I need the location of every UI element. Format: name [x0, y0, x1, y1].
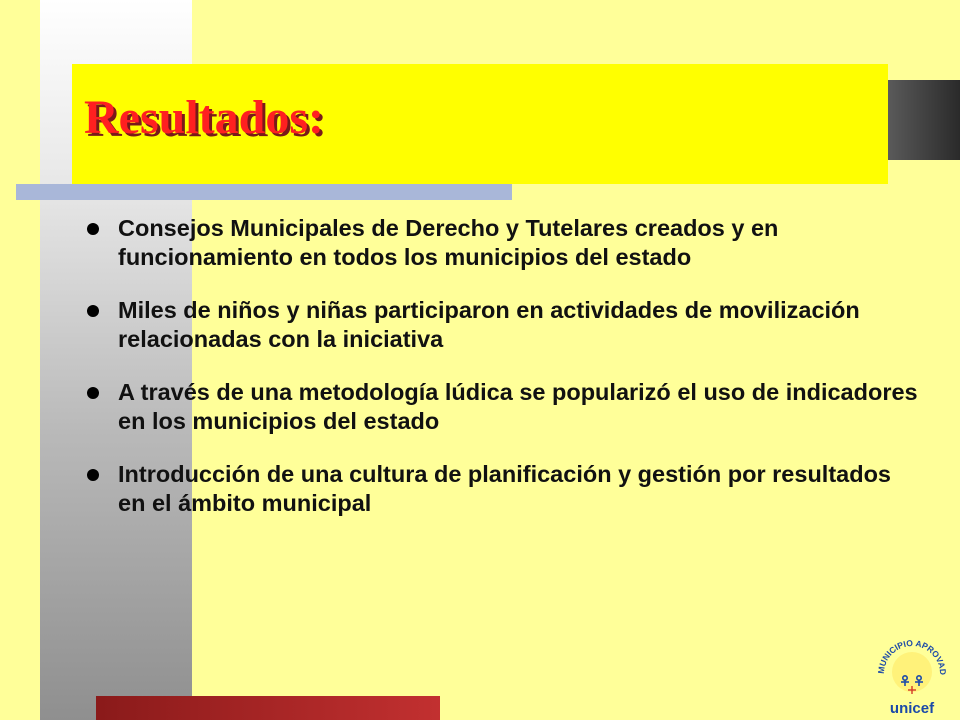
bullet-dot-icon — [87, 305, 99, 317]
bullet-text: Miles de niños y niñas participaron en actividades de movilización relacionadas con la iniciativa — [118, 297, 860, 352]
bullet-dot-icon — [87, 387, 99, 399]
bullet-dot-icon — [87, 469, 99, 481]
slide-title: Resultados: — [84, 91, 325, 144]
unicef-wordmark: unicef — [889, 700, 935, 717]
unicef-logo — [872, 628, 952, 716]
bullet-item — [84, 296, 924, 354]
seal-arc-text: MUNICIPIO APROVAD — [875, 637, 949, 676]
bullet-text: Consejos Municipales de Derecho y Tutelares creados y en funcionamiento en todos los municipios del estado — [118, 215, 779, 270]
bullet-text: A través de una metodología lúdica se popularizó el uso de indicadores en los municipios del estado — [118, 379, 918, 434]
bullet-item — [84, 378, 924, 436]
bullet-list — [84, 214, 924, 542]
municipio-aprovado-seal-icon — [872, 628, 952, 698]
bullet-dot-icon — [87, 223, 99, 235]
bullet-text: Introducción de una cultura de planificación y gestión por resultados en el ámbito municipal — [118, 461, 891, 516]
blue-accent-bar — [16, 184, 512, 200]
red-accent-bar — [96, 696, 440, 720]
bullet-item — [84, 214, 924, 272]
bullet-item — [84, 460, 924, 518]
dark-accent-block — [888, 80, 960, 160]
